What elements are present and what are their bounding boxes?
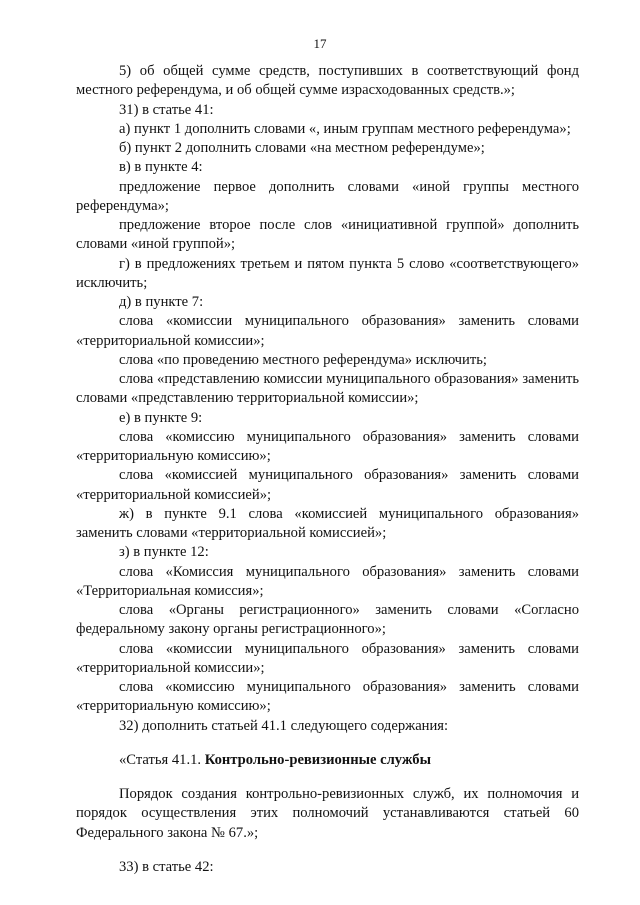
paragraph: д) в пункте 7: [119, 294, 204, 310]
article-heading-prefix: «Статья 41.1. [119, 751, 205, 768]
paragraph: 32) дополнить статьей 41.1 следующего содержания: [119, 717, 449, 734]
paragraph-closing: 33) в статье 42: [119, 858, 214, 875]
paragraph: ж) в пункте 9.1 слова «комиссией муниципального образования» заменить словами «территориальной комиссией»; [76, 505, 579, 541]
paragraph: слова «комиссии муниципального образования» заменить словами «территориальной комиссии»; [76, 313, 579, 349]
paragraph: слова «комиссию муниципального образования» заменить словами «территориальную комиссию»; [76, 679, 579, 715]
paragraph: предложение первое дополнить словами «иной группы местного референдума»; [76, 178, 579, 214]
paragraph: в) в пункте 4: [119, 159, 203, 176]
paragraph: слова «комиссии муниципального образования» заменить словами «территориальной комиссии»; [76, 640, 579, 676]
page-number: 17 [313, 36, 327, 51]
paragraph: предложение второе после слов «инициативной группой» дополнить словами «иной группой»; [76, 217, 579, 253]
paragraph: слова «комиссией муниципального образования» заменить словами «территориальной комиссией»; [76, 467, 579, 503]
paragraph: слова «комиссию муниципального образования» заменить словами «территориальную комиссию»; [76, 428, 579, 464]
paragraph: г) в предложениях третьем и пятом пункта 5 слово «соответствующего» исключить; [76, 255, 579, 291]
article-heading [76, 751, 579, 770]
paragraph: б) пункт 2 дополнить словами «на местном референдуме»; [119, 140, 485, 156]
paragraph: 5) об общей сумме средств, поступивших в соответствующий фонд местного референдума, и об общей сумме израсходованных средств.»; [76, 63, 579, 99]
article-heading-title: Контрольно-ревизионные службы [204, 751, 431, 768]
document-body [76, 62, 579, 877]
paragraph: з) в пункте 12: [119, 544, 209, 561]
paragraph: е) в пункте 9: [119, 409, 203, 426]
paragraph: а) пункт 1 дополнить словами «, иным группам местного референдума»; [119, 120, 571, 137]
paragraph: слова «по проведению местного референдума» исключить; [119, 351, 487, 368]
article-body: Порядок создания контрольно-ревизионных служб, их полномочия и порядок осуществления этих полномочий устанавливаются статьей 60 Федерального закона № 67.»; [76, 786, 579, 841]
paragraph: 31) в статье 41: [119, 101, 214, 118]
paragraph: слова «Комиссия муниципального образования» заменить словами «Территориальная комиссия»; [76, 563, 579, 599]
paragraph: слова «представлению комиссии муниципального образования» заменить словами «представлению территориальной комиссии»; [76, 371, 579, 407]
paragraph: слова «Органы регистрационного» заменить словами «Согласно федеральному закону органы регистрационного»; [76, 602, 579, 638]
